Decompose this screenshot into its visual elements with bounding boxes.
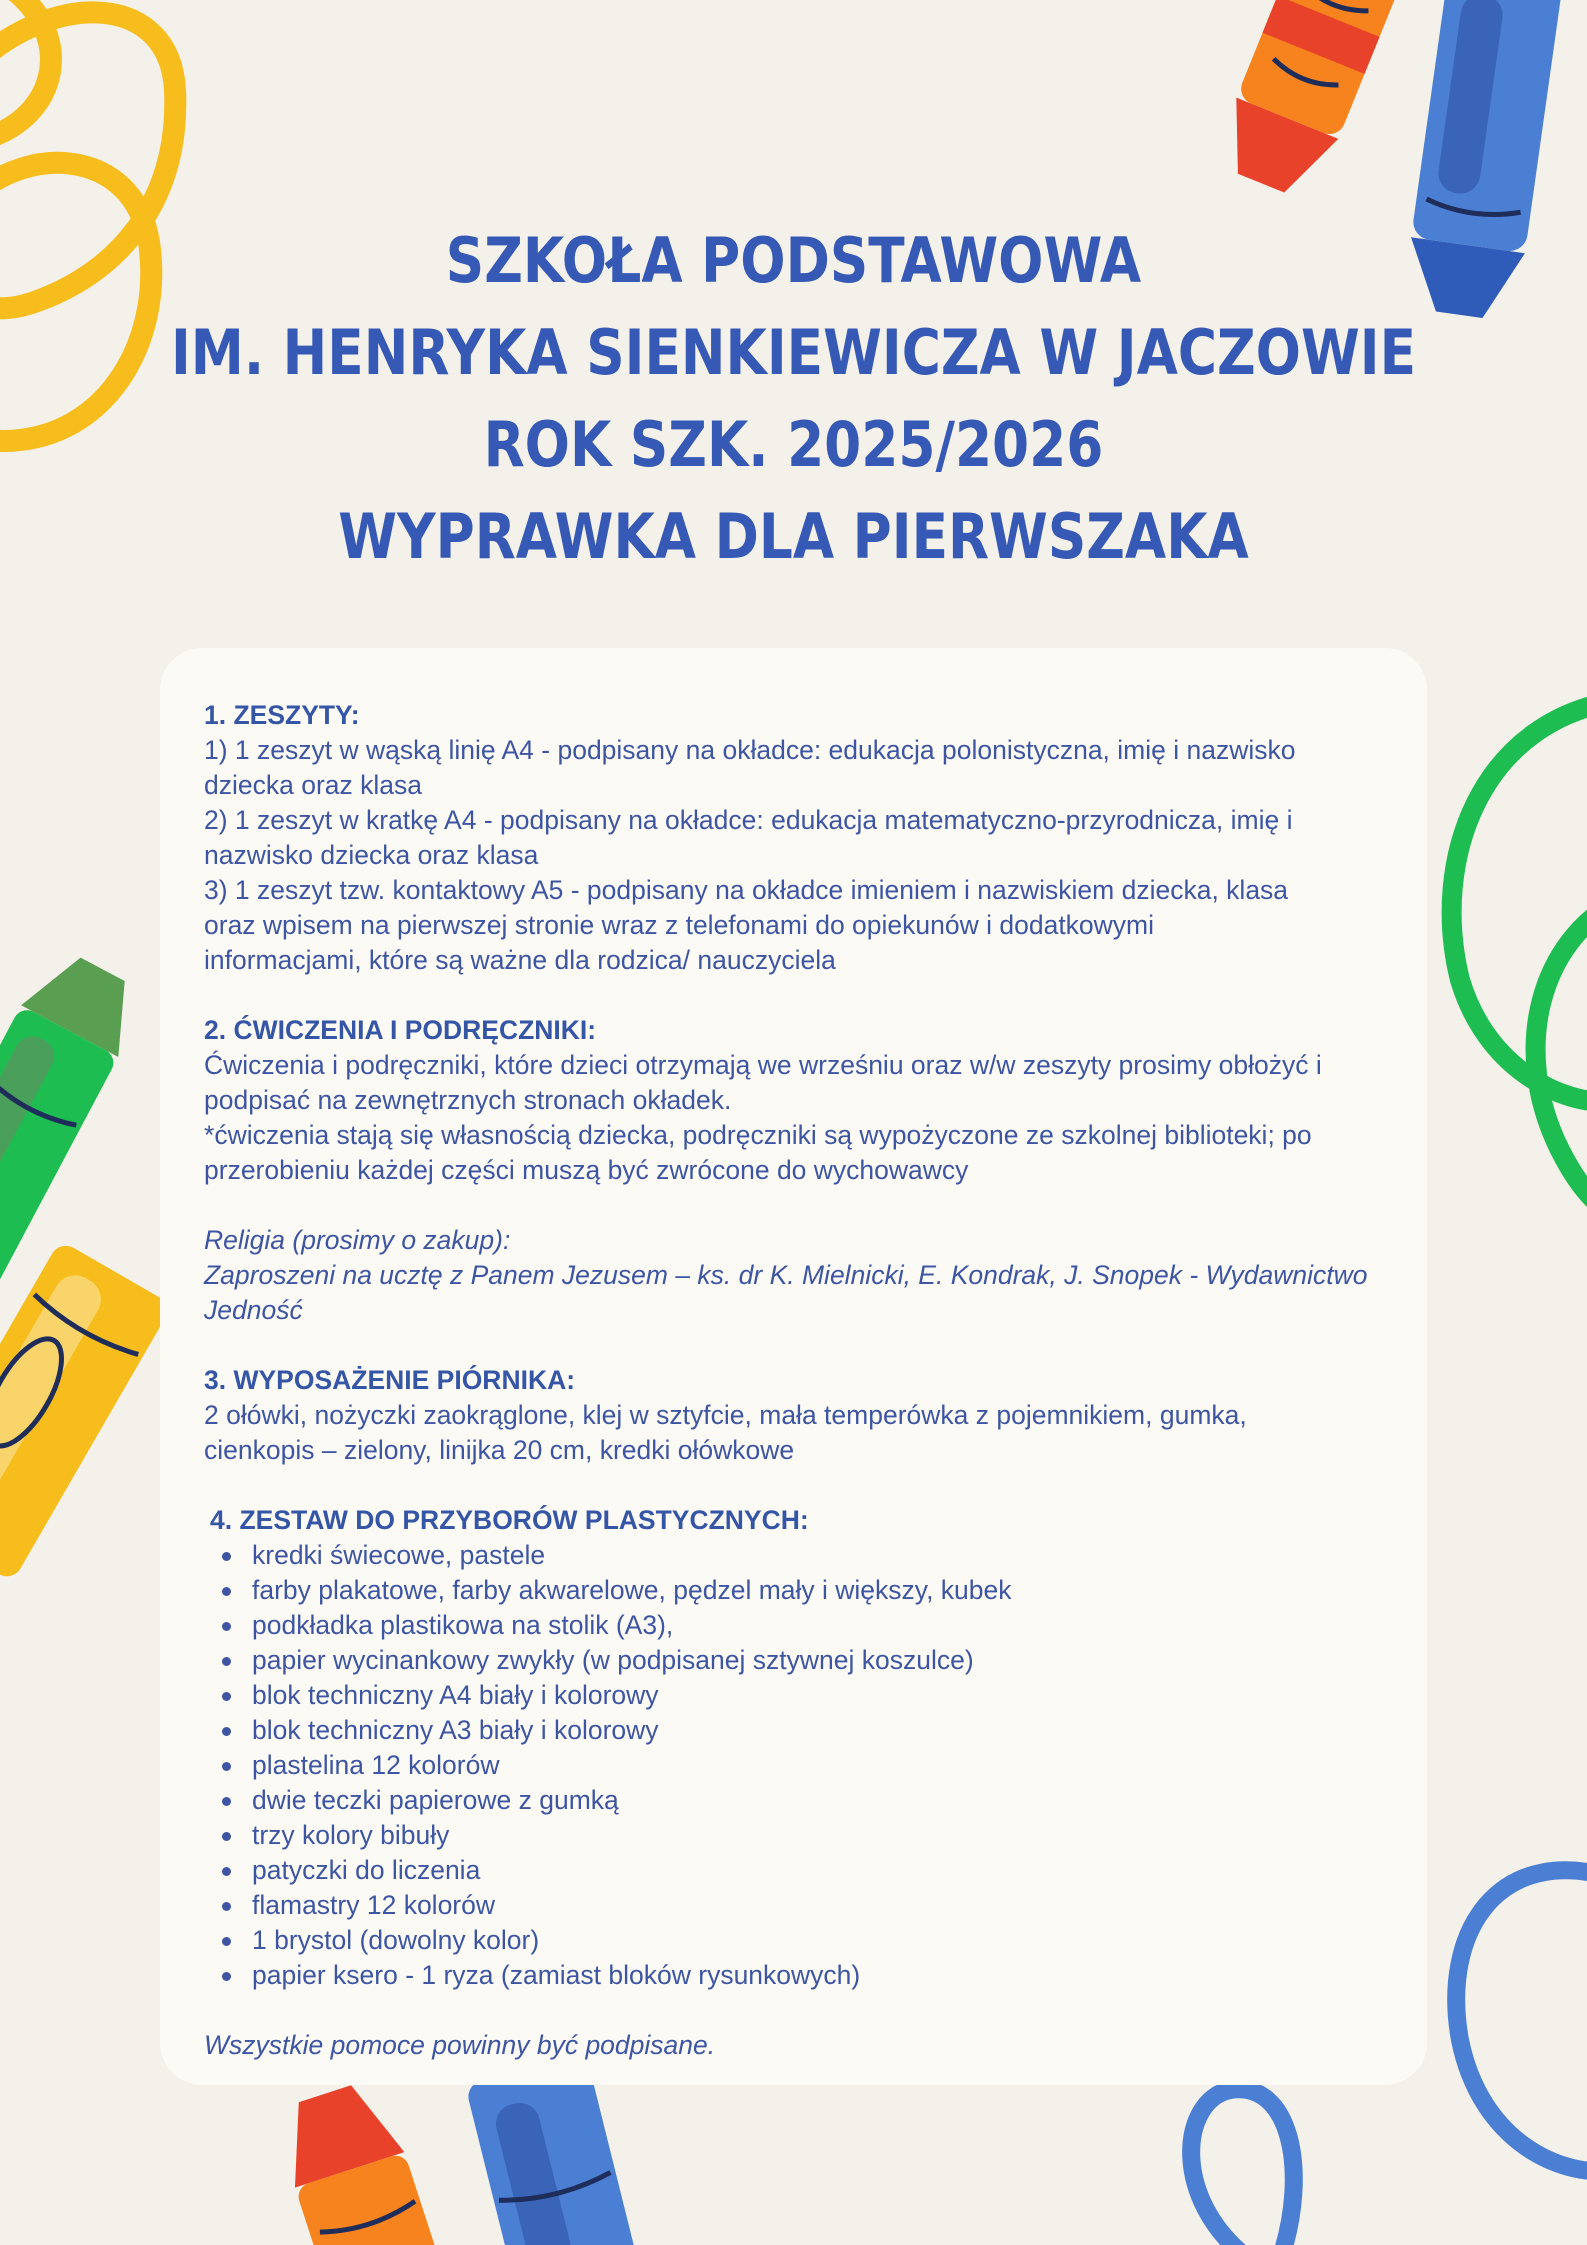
section-title: 2. ĆWICZENIA I PODRĘCZNIKI: [204,1015,597,1045]
bottom-red-crayon-decoration [270,2076,466,2245]
text-line: 2 ołówki, nożyczki zaokrąglone, klej w sztyfcie, mała temperówka z pojemnikiem, gumka, [204,1400,1247,1430]
religion-book: Jedność [204,1295,303,1325]
green-scribble-decoration [1452,700,1587,1220]
list-item: farby plakatowe, farby akwarelowe, pędzel mały i większy, kubek [252,1573,1394,1608]
list-item: blok techniczny A4 biały i kolorowy [252,1678,1394,1713]
yellow-crayon-decoration [0,1240,173,1582]
religion-label: Religia (prosimy o zakup): [204,1225,511,1255]
text-line: nazwisko dziecka oraz klasa [204,840,539,870]
text-line: podpisać na zewnętrznych stronach okładek. [204,1085,732,1115]
list-item: plastelina 12 kolorów [252,1748,1394,1783]
section-art-supplies [204,1503,1394,1993]
section-title: 4. ZESTAW DO PRZYBORÓW PLASTYCZNYCH: [210,1505,809,1535]
art-supplies-list [204,1538,1394,1993]
list-item: podkładka plastikowa na stolik (A3), [252,1608,1394,1643]
supply-list [204,698,1394,2063]
list-item: papier wycinankowy zwykły (w podpisanej sztywnej koszulce) [252,1643,1394,1678]
section-title: 3. WYPOSAŻENIE PIÓRNIKA: [204,1365,576,1395]
document-title: WYPRAWKA DLA PIERWSZAKA [338,500,1249,573]
section-pencil-case [204,1363,1394,1468]
religion-book: Zaproszeni na ucztę z Panem Jezusem – ks. dr K. Mielnicki, E. Kondrak, J. Snopek - Wydawnictwo [204,1260,1368,1290]
text-line: 1) 1 zeszyt w wąską linię A4 - podpisany na okładce: edukacja polonistyczna, imię i nazwisko [204,735,1296,765]
list-item: papier ksero - 1 ryza (zamiast bloków rysunkowych) [252,1958,1394,1993]
list-item: 1 brystol (dowolny kolor) [252,1923,1394,1958]
red-crayon-decoration [1210,0,1402,204]
school-patron-line: IM. HENRYKA SIENKIEWICZA W JACZOWIE [170,316,1417,389]
list-item: dwie teczki papierowe z gumką [252,1783,1394,1818]
footer-note: Wszystkie pomoce powinny być podpisane. [204,2030,716,2060]
list-item: patyczki do liczenia [252,1853,1394,1888]
text-line: Ćwiczenia i podręczniki, które dzieci otrzymają we wrześniu oraz w/w zeszyty prosimy obłożyć i [204,1050,1322,1080]
school-year-line: ROK SZK. 2025/2026 [483,408,1104,481]
section-title: 1. ZESZYTY: [204,700,360,730]
text-line: informacjami, które są ważne dla rodzica/ nauczyciela [204,945,836,975]
text-line: oraz wpisem na pierwszej stronie wraz z telefonami do opiekunów i dodatkowymi [204,910,1155,940]
text-line: 2) 1 zeszyt w kratkę A4 - podpisany na okładce: edukacja matematyczno-przyrodnicza, imię i [204,805,1293,835]
school-name-line: SZKOŁA PODSTAWOWA [445,224,1142,297]
text-line: cienkopis – zielony, linijka 20 cm, kredki ołówkowe [204,1435,795,1465]
text-line: przerobieniu każdej części muszą być zwrócone do wychowawcy [204,1155,969,1185]
text-line: *ćwiczenia stają się własnością dziecka, podręczniki są wypożyczone ze szkolnej biblioteki; po [204,1120,1312,1150]
section-notebooks [204,698,1394,978]
list-item: kredki świecowe, pastele [252,1538,1394,1573]
list-item: blok techniczny A3 biały i kolorowy [252,1713,1394,1748]
text-line: dziecka oraz klasa [204,770,422,800]
list-item: trzy kolory bibuły [252,1818,1394,1853]
page-header [0,215,1587,583]
text-line: 3) 1 zeszyt tzw. kontaktowy A5 - podpisany na okładce imieniem i nazwiskiem dziecka, klasa [204,875,1289,905]
list-item: flamastry 12 kolorów [252,1888,1394,1923]
section-workbooks [204,1013,1394,1328]
